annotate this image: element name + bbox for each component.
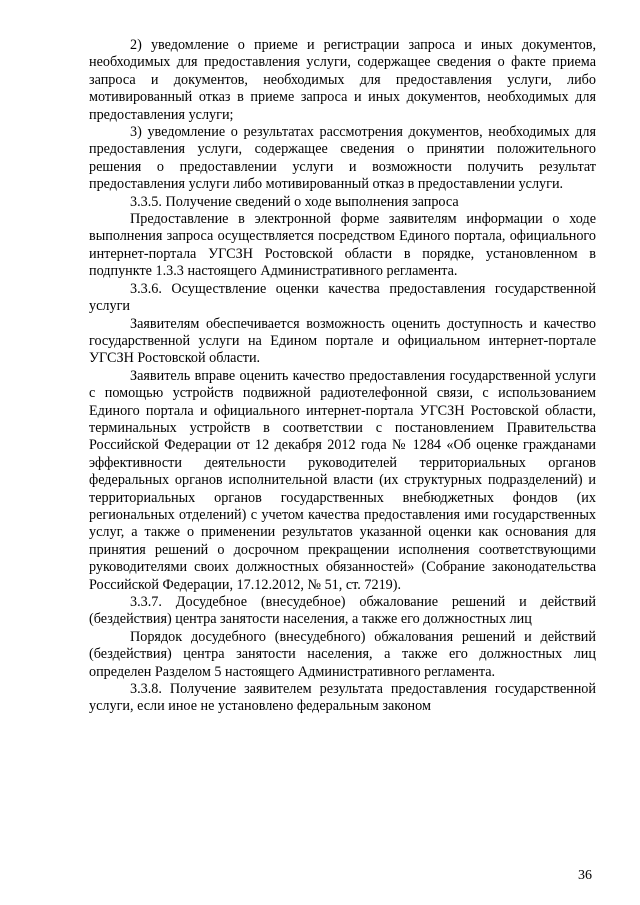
- paragraph-notice-registration: 2) уведомление о приеме и регистрации запроса и иных документов, необходимых для предоставления услуги, содержащее сведения о факте приема запроса и документов, необходимых для предоставления услуги, либо мотивированный отказ в приеме запроса и иных документов, необходимых для предоставления услуги;: [89, 37, 596, 123]
- section-heading-3-3-5: 3.3.5. Получение сведений о ходе выполнения запроса: [130, 193, 459, 210]
- paragraph-notice-results: 3) уведомление о результатах рассмотрения документов, необходимых для предоставления услуги, содержащее сведения о принятии положительного решения о предоставлении услуги и возможности получить результат предоставления услуги либо мотивированный отказ в предоставлении услуги.: [89, 124, 596, 193]
- section-heading-3-3-8: 3.3.8. Получение заявителем результата предоставления государственной услуги, если иное не установлено федеральным законом: [89, 681, 596, 715]
- section-heading-3-3-6: 3.3.6. Осуществление оценки качества предоставления государственной услуги: [89, 280, 596, 315]
- paragraph-appeal-procedure: Порядок досудебного (внесудебного) обжалования решений и действий (бездействия) центра занятости населения, а также его должностных лиц определен Разделом 5 настоящего Административного регламента.: [89, 628, 596, 680]
- section-heading-3-3-7: 3.3.7. Досудебное (внесудебное) обжалование решений и действий (бездействия) центра занятости населения, а также его должностных лиц: [89, 594, 596, 628]
- paragraph-applicant-rights: Заявитель вправе оценить качество предоставления государственной услуги с помощью устройств подвижной радиотелефонной связи, с использованием Единого портала и официального интернет-портала УГСЗН Ростовской области, терминальных устройств в соответствии с постановлением Правительства Российской Федерации от 12 декабря 2012 года № 1284 «Об оценке гражданами эффективности деятельности руководителей территориальных органов федеральных органов исполнительной власти (их структурных подразделений) и территориальных органов государственных внебюджетных фондов (их региональных отделений) с учетом качества предоставления ими государственных услуг, а также о применении результатов указанной оценки как основания для принятия решений о досрочном прекращении исполнения соответствующими руководителями своих должностных обязанностей» (Собрание законодательства Российской Федерации, 17.12.2012, № 51, ст. 7219).: [89, 367, 596, 593]
- paragraph-request-status: Предоставление в электронной форме заявителям информации о ходе выполнения запроса осуществляется посредством Единого портала, официального интернет-портала УГСЗН Ростовской области в порядке, установленном в подпункте 1.3.3 настоящего Административного регламента.: [89, 211, 596, 280]
- document-page: [89, 37, 596, 716]
- page-number: 36: [578, 868, 592, 883]
- paragraph-quality-assessment: Заявителям обеспечивается возможность оценить доступность и качество государственной услуги на Едином портале и официальном интернет-портале УГСЗН Ростовской области.: [89, 315, 596, 367]
